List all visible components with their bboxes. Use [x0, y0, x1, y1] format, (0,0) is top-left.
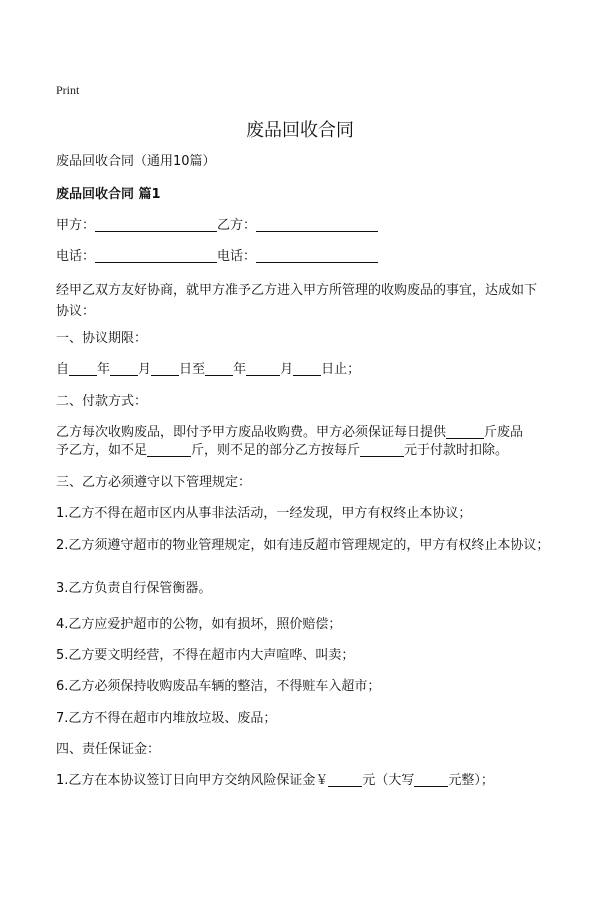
intro-paragraph: 经甲乙双方友好协商，就甲方准予乙方进入甲方所管理的收购废品的事宜，达成如下协议： — [56, 283, 538, 319]
term-from: 自 — [56, 362, 70, 377]
clause1-heading: 一、协议期限： — [56, 331, 148, 346]
payment-text-5: 元于付款时扣除。 — [404, 443, 509, 458]
clause2-heading: 二、付款方式： — [56, 394, 148, 409]
payment-text-2: 斤废品 — [484, 425, 524, 440]
party-a-blank — [95, 217, 217, 232]
phone-line — [56, 248, 556, 266]
rule-item: 3.乙方负责自行保管衡器。 — [56, 581, 212, 596]
document-title: 废品回收合同 — [246, 120, 354, 141]
rule-item: 2.乙方须遵守超市的物业管理规定，如有违反超市管理规定的，甲方有权终止本协议； — [56, 538, 550, 553]
clause3-heading: 三、乙方必须遵守以下管理规定： — [56, 475, 252, 490]
rule-item: 5.乙方要文明经营，不得在超市内大声喧哗、叫卖； — [56, 648, 355, 663]
payment-line-1 — [56, 424, 556, 442]
party-a-label: 甲方： — [56, 218, 96, 233]
payment-blank-daily-jin — [446, 424, 484, 439]
deposit-text-1: 1.乙方在本协议签订日向甲方交纳风险保证金￥ — [56, 773, 329, 788]
party-line — [56, 217, 556, 235]
party-b-blank — [256, 217, 378, 232]
phone-b-label: 电话： — [217, 249, 257, 264]
phone-a-blank — [95, 248, 217, 263]
term-year-end: 年 — [233, 362, 247, 377]
term-year: 年 — [97, 362, 111, 377]
deposit-text-2: 元（大写 — [362, 773, 415, 788]
section-heading: 废品回收合同 篇1 — [56, 187, 161, 202]
payment-text-1: 乙方每次收购废品，即付予甲方废品收购费。甲方必须保证每日提供 — [56, 425, 447, 440]
payment-line-2 — [56, 442, 556, 460]
term-blank-day-start — [151, 361, 179, 376]
rule-item: 6.乙方必须保持收购废品车辆的整洁，不得赃车入超市； — [56, 679, 381, 694]
deposit-blank-amount-words — [414, 772, 448, 787]
payment-blank-shortfall — [147, 442, 191, 457]
payment-text-4: 斤，则不足的部分乙方按每斤 — [191, 443, 361, 458]
document-subtitle: 废品回收合同（通用10篇） — [56, 154, 216, 169]
term-line — [56, 361, 556, 379]
party-b-label: 乙方： — [217, 218, 257, 233]
payment-blank-price — [360, 442, 404, 457]
rule-item: 7.乙方不得在超市内堆放垃圾、废品； — [56, 711, 277, 726]
term-day-end: 日止； — [321, 362, 361, 377]
term-day-to: 日至 — [179, 362, 206, 377]
deposit-blank-amount — [328, 772, 362, 787]
term-blank-year-end — [205, 361, 233, 376]
deposit-line — [56, 772, 556, 790]
clause4-heading: 四、责任保证金： — [56, 742, 161, 757]
term-blank-month-start — [110, 361, 138, 376]
term-month: 月 — [138, 362, 152, 377]
payment-text-3: 予乙方，如不足 — [56, 443, 148, 458]
term-blank-day-end — [293, 361, 321, 376]
phone-b-blank — [256, 248, 378, 263]
term-blank-year-start — [69, 361, 97, 376]
rule-item: 4.乙方应爱护超市的公物，如有损坏，照价赔偿； — [56, 617, 342, 632]
term-blank-month-end — [246, 361, 280, 376]
print-label: Print — [56, 83, 80, 97]
deposit-text-3: 元整）； — [448, 773, 494, 788]
rule-item: 1.乙方不得在超市区内从事非法活动，一经发现，甲方有权终止本协议； — [56, 506, 472, 521]
term-month-end: 月 — [280, 362, 294, 377]
phone-a-label: 电话： — [56, 249, 96, 264]
